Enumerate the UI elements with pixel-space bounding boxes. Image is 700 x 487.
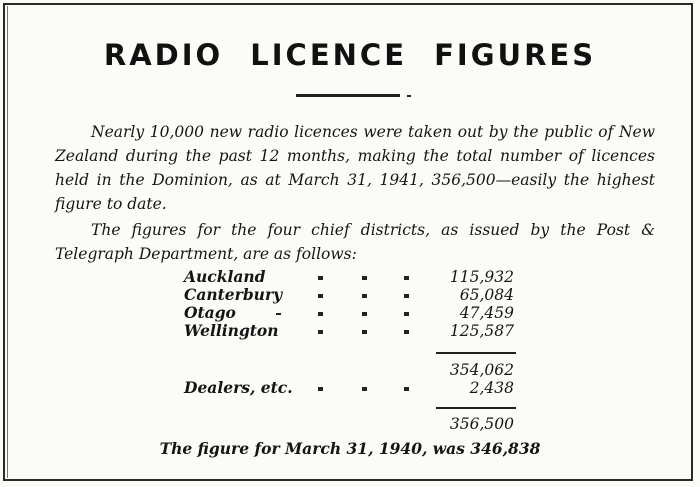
table-row	[184, 286, 524, 304]
title-underline	[296, 94, 400, 97]
district-value: 115,932	[449, 268, 514, 286]
subtotal-block	[184, 361, 524, 397]
total-value: 356,500	[449, 415, 514, 433]
headline: RADIO LICENCE FIGURES	[103, 38, 597, 72]
title-underline-dot	[407, 95, 411, 97]
district-name: Auckland	[184, 267, 266, 286]
figures-table	[184, 268, 524, 340]
table-row	[184, 268, 524, 286]
subtotal-row	[184, 361, 524, 379]
district-name: Wellington	[184, 321, 279, 340]
dealers-row	[184, 379, 524, 397]
intro-paragraph: Nearly 10,000 new radio licences were taken out by the public of New Zealand during the past 12 months, making the total number of licences held in the Dominion, as at March 31, 1941, 356,500—easily the highest figure to date.	[55, 123, 655, 213]
subtotal-rule	[436, 352, 516, 354]
total-rule	[436, 407, 516, 409]
district-name: Otago	[184, 303, 236, 322]
dealers-label: Dealers, etc.	[184, 378, 293, 397]
table-row	[184, 304, 524, 322]
table-row	[184, 322, 524, 340]
district-name: Canterbury	[184, 285, 283, 304]
district-value: 125,587	[449, 322, 514, 340]
dealers-value: 2,438	[469, 379, 514, 397]
footer-note: The figure for March 31, 1940, was 346,838	[159, 439, 541, 458]
district-value: 47,459	[459, 304, 514, 322]
total-row	[184, 415, 524, 433]
district-value: 65,084	[459, 286, 514, 304]
total-block	[184, 415, 524, 433]
subtotal-value: 354,062	[449, 361, 514, 379]
districts-intro-paragraph: The figures for the four chief districts, as issued by the Post & Telegraph Department, are as follows:	[55, 221, 655, 263]
